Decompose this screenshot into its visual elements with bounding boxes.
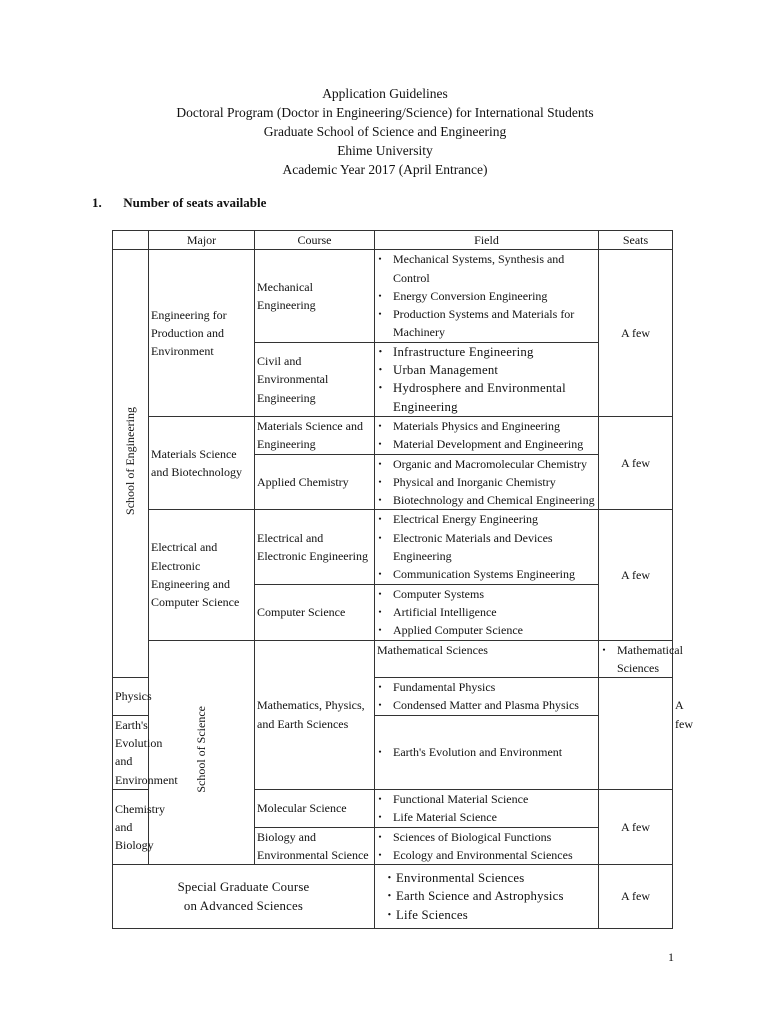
list-item: ・ Electrical Energy Engineering: [377, 510, 596, 528]
course-physics: Physics: [113, 678, 149, 716]
course-header: Course: [255, 231, 375, 250]
section-number: 1.: [92, 195, 102, 210]
table-row: [113, 510, 673, 584]
course-molecular: Molecular Science: [255, 789, 375, 827]
list-item: ・ Biotechnology and Chemical Engineering: [377, 491, 596, 509]
list-item: ・ Mathematical Sciences: [601, 641, 670, 678]
list-item: ・ Electronic Materials and Devices Engineering: [377, 529, 596, 566]
course-eee: Electrical and Electronic Engineering: [255, 510, 375, 584]
fields-molecular: [375, 789, 599, 827]
major-mb: Materials Science and Biotechnology: [149, 416, 255, 509]
list-item: ・ Environmental Sciences: [383, 869, 596, 887]
school-engineering-label: School of Engineering: [123, 407, 138, 516]
course-applied-chemistry: Applied Chemistry: [255, 454, 375, 510]
major-cb: Chemistry and Biology: [113, 789, 149, 864]
school-engineering-cell: [113, 250, 149, 678]
fields-mse: [375, 416, 599, 454]
seats-epe: A few: [599, 250, 673, 417]
fields-math: [599, 640, 683, 678]
list-item: ・ Computer Systems: [377, 585, 596, 603]
list-item: ・ Production Systems and Materials for Machinery: [377, 305, 596, 342]
course-mse: Materials Science and Engineering: [255, 416, 375, 454]
field-header: Field: [375, 231, 599, 250]
school-header-cell: [113, 231, 149, 250]
list-item: ・ Artificial Intelligence: [377, 603, 596, 621]
fields-civil: [375, 342, 599, 416]
list-item: ・ Sciences of Biological Functions: [377, 828, 596, 846]
list-item: ・ Life Sciences: [383, 906, 596, 924]
seats-table: [112, 230, 693, 929]
course-cs: Computer Science: [255, 584, 375, 640]
course-civil: Civil and Environmental Engineering: [255, 342, 375, 416]
document-title-block: [0, 84, 770, 179]
list-item: ・ Fundamental Physics: [377, 678, 596, 696]
list-item: ・ Condensed Matter and Plasma Physics: [377, 696, 596, 714]
list-item: ・ Material Development and Engineering: [377, 435, 596, 453]
course-math: Mathematical Sciences: [375, 640, 599, 678]
title-line-5: Academic Year 2017 (April Entrance): [282, 162, 488, 177]
list-item: ・ Life Material Science: [377, 808, 596, 826]
list-item: ・ Materials Physics and Engineering: [377, 417, 596, 435]
list-item: ・ Ecology and Environmental Sciences: [377, 846, 596, 864]
fields-applied-chemistry: [375, 454, 599, 510]
table-row: [113, 416, 673, 454]
table-row: [113, 250, 673, 342]
fields-cs: [375, 584, 599, 640]
fields-earth: [375, 715, 599, 789]
table-header-row: [113, 231, 673, 250]
title-line-1: Application Guidelines: [322, 86, 448, 101]
list-item: ・ Communication Systems Engineering: [377, 565, 596, 583]
fields-mechanical: [375, 250, 599, 342]
school-science-cell: [149, 640, 255, 865]
major-mpe: Mathematics, Physics, and Earth Sciences: [255, 640, 375, 789]
seats-header: Seats: [599, 231, 673, 250]
fields-physics: [375, 678, 599, 716]
title-line-4: Ehime University: [337, 143, 433, 158]
major-epe: Engineering for Production and Environment: [149, 250, 255, 417]
list-item: ・ Applied Computer Science: [377, 621, 596, 639]
fields-special: [375, 865, 599, 929]
course-mechanical: Mechanical Engineering: [255, 250, 375, 342]
title-line-2: Doctoral Program (Doctor in Engineering/Science) for International Students: [176, 105, 594, 120]
list-item: ・ Energy Conversion Engineering: [377, 287, 596, 305]
list-item: ・ Organic and Macromolecular Chemistry: [377, 455, 596, 473]
seats-mb: A few: [599, 416, 673, 509]
list-item: ・ Mechanical Systems, Synthesis and Control: [377, 250, 596, 287]
page-number: 1: [668, 950, 674, 964]
list-item: ・ Urban Management: [377, 361, 596, 379]
table-row: School of Science Mathematics, Physics, and Earth Sciences Mathematical Sciences ・ Mathematical Sciences A few: [113, 640, 673, 678]
school-science-label: School of Science: [194, 706, 209, 793]
table-row: [113, 865, 673, 929]
title-line-3: Graduate School of Science and Engineering: [263, 124, 507, 139]
seats-special: A few: [599, 865, 673, 929]
seats-eecs: A few: [599, 510, 673, 640]
list-item: ・ Infrastructure Engineering: [377, 343, 596, 361]
seats-cb: A few: [599, 789, 673, 864]
course-earth: Earth's Evolution and Environment: [113, 715, 149, 789]
fields-eee: [375, 510, 599, 584]
fields-biology: [375, 827, 599, 865]
section-title: Number of seats available: [123, 195, 267, 210]
list-item: ・ Hydrosphere and Environmental Engineering: [377, 379, 596, 416]
major-eecs: Electrical and Electronic Engineering and Computer Science: [149, 510, 255, 640]
list-item: ・ Earth Science and Astrophysics: [383, 887, 596, 905]
section-heading: [92, 195, 266, 211]
course-biology: Biology and Environmental Science: [255, 827, 375, 865]
major-header: Major: [149, 231, 255, 250]
list-item: ・ Functional Material Science: [377, 790, 596, 808]
list-item: ・ Earth's Evolution and Environment: [377, 743, 596, 761]
list-item: ・ Physical and Inorganic Chemistry: [377, 473, 596, 491]
special-course: Special Graduate Course on Advanced Sciences: [113, 865, 375, 929]
